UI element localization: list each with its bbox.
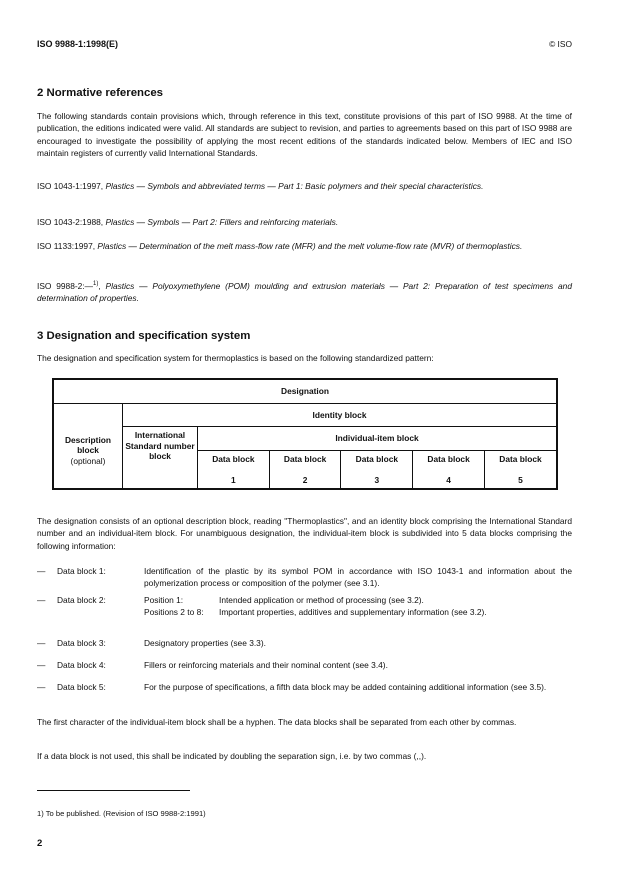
data-block-5-cell xyxy=(484,450,557,489)
dash: — xyxy=(37,595,46,605)
item-text: For the purpose of specifications, a fifth data block may be added containing additional information (see 3.5). xyxy=(144,682,547,692)
identity-block-header: Identity block xyxy=(123,403,558,427)
data-block-label: Data block xyxy=(355,453,399,464)
data-block-2-cell xyxy=(269,450,341,489)
section-3-heading: 3 Designation and specification system xyxy=(37,330,251,342)
data-block-number: 4 xyxy=(446,474,451,485)
footnote-marker: 1) xyxy=(93,281,99,287)
reference-2 xyxy=(37,216,572,228)
data-block-number: 2 xyxy=(302,474,308,485)
item-label: Data block 1: xyxy=(57,566,106,576)
item-label: Data block 5: xyxy=(57,682,106,692)
ref-title: Plastics — Symbols and abbreviated terms — Part 1: Basic polymers and their special characteristics. xyxy=(105,181,484,191)
reference-1 xyxy=(37,180,572,192)
item-text: Fillers or reinforcing materials and their nominal content (see 3.4). xyxy=(144,660,388,670)
individual-item-block-header: Individual-item block xyxy=(198,427,558,451)
description-block-label: Description block xyxy=(64,434,112,455)
data-block-4-cell xyxy=(413,450,485,489)
reference-4: ISO 9988-2:—$^{1)}$, Plastics — Polyoxymethylene (POM) moulding and extrusion materials — Part 2: Preparation of test specimens and determination of properties. xyxy=(37,281,572,304)
designation-paragraph: The designation consists of an optional description block, reading "Thermoplastics", and an identity block comprising the International Standard number and an individual-item block. For unambiguous designation, the individual-item block is subdivided into 5 data blocks comprising the following information: xyxy=(37,516,572,551)
footnote: 1) To be published. (Revision of ISO 9988-2:1991) xyxy=(37,809,206,818)
page-number: 2 xyxy=(37,838,43,849)
section-2-intro: The following standards contain provisions which, through reference in this text, constitute provisions of this part of ISO 9988. At the time of publication, the editions indicated were valid. All standards are subject to revision, and parties to agreements based on this part of ISO 9988 are encouraged to investigate the possibility of applying the most recent editions of the standards indicated below. Members of IEC and ISO maintain registers of currently valid International Standards. xyxy=(37,111,572,159)
ref-id: ISO 1133:1997, xyxy=(37,241,98,251)
dash: — xyxy=(37,638,46,648)
section-2-heading: 2 Normative references xyxy=(37,87,163,99)
copyright: © ISO xyxy=(549,39,572,49)
description-block-cell xyxy=(53,403,123,489)
ref-id: ISO 1043-2:1988, xyxy=(37,217,106,227)
position-label: Position 1: xyxy=(144,595,184,605)
data-block-number: 1 xyxy=(231,474,236,485)
dash: — xyxy=(37,660,46,670)
data-block-3-cell xyxy=(341,450,413,489)
data-block-1-cell xyxy=(198,450,270,489)
item-label: Data block 4: xyxy=(57,660,106,670)
designation-header: Designation xyxy=(53,379,557,403)
data-block-label: Data block xyxy=(212,453,255,464)
hyphen-paragraph: The first character of the individual-item block shall be a hyphen. The data blocks shall be separated from each other by commas. xyxy=(37,717,517,727)
data-block-number: 3 xyxy=(374,474,380,485)
position-text: Intended application or method of processing (see 3.2). xyxy=(219,595,424,605)
section-3-intro: The designation and specification system for thermoplastics is based on the following standardized pattern: xyxy=(37,353,434,363)
data-block-label: Data block xyxy=(499,453,542,464)
data-block-number: 5 xyxy=(518,474,523,485)
dash: — xyxy=(37,682,46,692)
item-text: Designatory properties (see 3.3). xyxy=(144,638,266,648)
ref-title: Plastics — Determination of the melt mass-flow rate (MFR) and the melt volume-flow rate (MVR) of thermoplastics. xyxy=(97,241,523,251)
data-block-label: Data block xyxy=(427,453,470,464)
ref-title: Plastics — Symbols — Part 2: Fillers and reinforcing materials. xyxy=(105,217,339,227)
data-block-label: Data block xyxy=(283,453,327,464)
ref-id: ISO 9988-2:— xyxy=(37,281,94,291)
dash: — xyxy=(37,566,46,576)
footnote-rule xyxy=(37,790,190,791)
commas-paragraph: If a data block is not used, this shall be indicated by doubling the separation sign, i.e. by two commas (,,). xyxy=(37,751,427,761)
optional-label: (optional) xyxy=(70,455,106,466)
designation-table xyxy=(52,378,558,490)
item-label: Data block 3: xyxy=(57,638,106,648)
document-id: ISO 9988-1:1998(E) xyxy=(37,39,119,49)
isn-block-cell: International Standard number block xyxy=(123,427,198,490)
ref-title: Plastics — Polyoxymethylene (POM) moulding and extrusion materials — Part 2: Preparation of test specimens and determination of properties. xyxy=(37,281,572,304)
position-text: Important properties, additives and supplementary information (see 3.2). xyxy=(219,607,487,618)
position-label: Positions 2 to 8: xyxy=(144,607,204,618)
reference-3 xyxy=(37,240,572,252)
item-label: Data block 2: xyxy=(57,595,106,605)
item-text: Identification of the plastic by its symbol POM in accordance with ISO 1043-1 and information about the polymerization process or composition of the polymer (see 3.1). xyxy=(144,566,572,589)
ref-id: ISO 1043-1:1997, xyxy=(37,181,106,191)
